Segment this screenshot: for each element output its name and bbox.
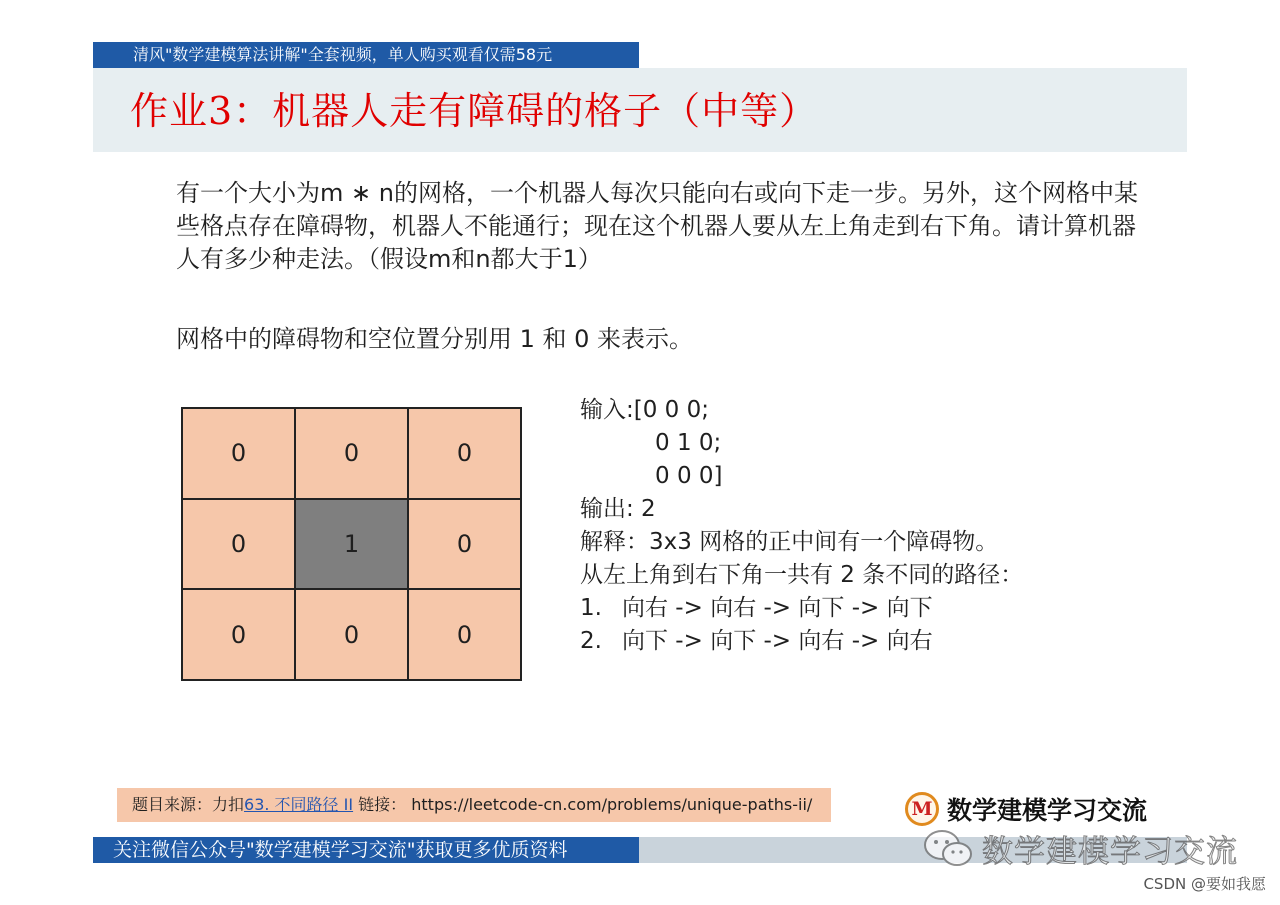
path-number: 2.: [580, 628, 602, 654]
path-item: [580, 625, 1023, 658]
csdn-watermark: CSDN @要如我愿: [1143, 875, 1266, 893]
source-prefix: 题目来源：力扣: [132, 795, 245, 814]
brand-logo-icon: M: [905, 792, 939, 826]
example-input-line: 0 1 0;: [655, 430, 722, 456]
example-block: [580, 394, 1023, 658]
title-band: [93, 68, 1187, 152]
problem-description: 有一个大小为m ∗ n的网格，一个机器人每次只能向右或向下走一步。另外，这个网格中某些格点存在障碍物，机器人不能通行；现在这个机器人要从左上角走到右下角。请计算机器人有多少种走法。（假设m和n都大于1）: [176, 179, 1138, 273]
representation-note: 网格中的障碍物和空位置分别用 1 和 0 来表示。: [176, 325, 694, 353]
grid-cell: 0: [182, 499, 295, 590]
obstacle-grid: [181, 407, 522, 681]
example-input-line: 输入:[0 0 0;: [580, 397, 709, 423]
grid-cell: 0: [408, 499, 521, 590]
grid-cell: 0: [408, 408, 521, 499]
link-label: 链接：: [353, 795, 407, 814]
watermark-text: 数学建模学习交流: [982, 833, 1238, 870]
path-number: 1.: [580, 595, 602, 621]
top-banner: 清风"数学建模算法讲解"全套视频，单人购买观看仅需58元: [93, 42, 639, 68]
example-paths-intro: 从左上角到右下角一共有 2 条不同的路径：: [580, 562, 1024, 588]
grid-cell: 0: [295, 408, 408, 499]
problem-link[interactable]: 63. 不同路径 II: [244, 795, 354, 814]
grid-cell: 0: [408, 589, 521, 680]
grid-cell: 0: [182, 408, 295, 499]
path-text: 向右 -> 向右 -> 向下 -> 向下: [622, 595, 933, 621]
grid-cell: 0: [182, 589, 295, 680]
brand-name: 数学建模学习交流: [947, 796, 1148, 825]
slide-title: 作业3：机器人走有障碍的格子（中等）: [130, 89, 819, 133]
brand-logo-group: [905, 789, 1147, 829]
source-box: [117, 788, 831, 822]
example-explanation: 解释：3x3 网格的正中间有一个障碍物。: [580, 529, 999, 555]
example-output: 输出: 2: [580, 496, 656, 522]
bottom-banner: 关注微信公众号"数学建模学习交流"获取更多优质资料: [93, 837, 639, 863]
watermark: [922, 826, 1238, 870]
grid-cell: 0: [295, 589, 408, 680]
wechat-icon: [922, 828, 974, 868]
example-input-line: 0 0 0]: [655, 463, 723, 489]
grid-cell-obstacle: 1: [295, 499, 408, 590]
source-url[interactable]: https://leetcode-cn.com/problems/unique-paths-ii/: [411, 795, 813, 814]
path-item: [580, 592, 1023, 625]
path-text: 向下 -> 向下 -> 向右 -> 向右: [622, 628, 933, 654]
